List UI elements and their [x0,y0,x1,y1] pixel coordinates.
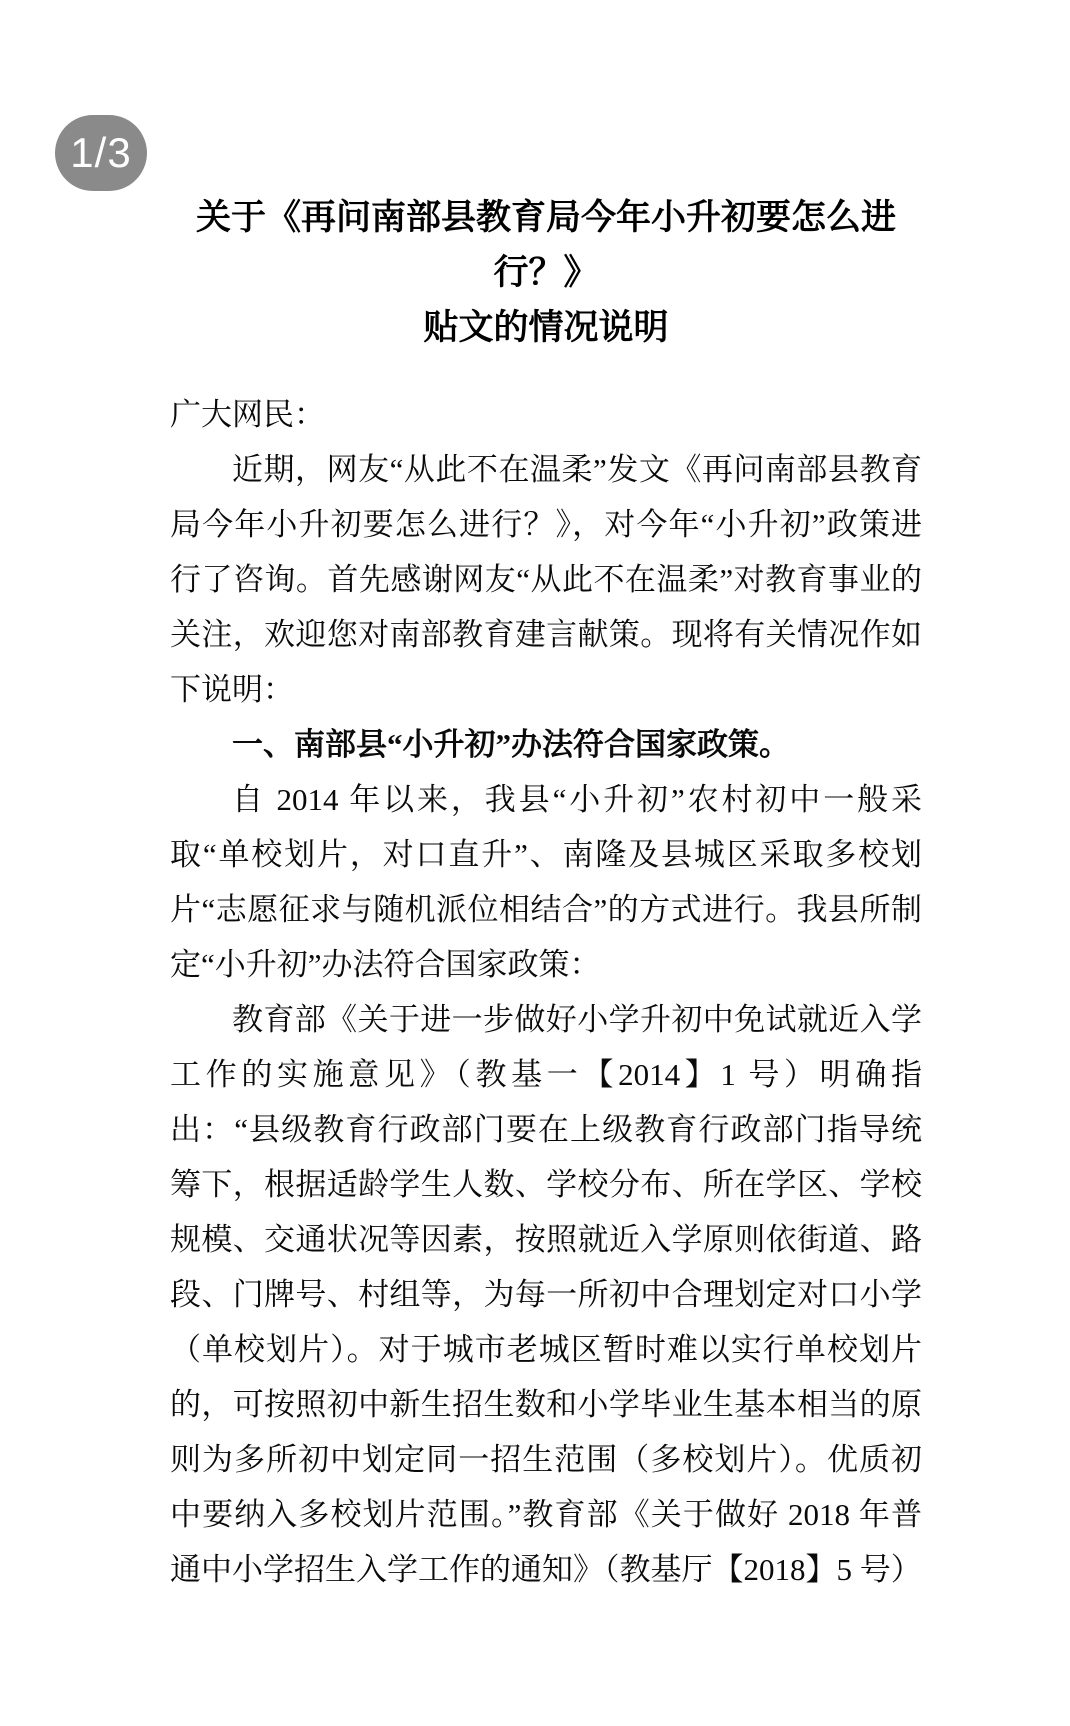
salutation: 广大网民： [170,397,325,432]
document-title-line-1: 关于《再问南部县教育局今年小升初要怎么进行？》 [195,198,896,292]
document-title-line-2: 贴文的情况说明 [423,308,669,347]
paragraph-3: 教育部《关于进一步做好小学升初中免试就近入学工作的实施意见》（教基一【2014】1 号）明确指出：“县级教育行政部门要在上级教育行政部门指导统筹下，根据适龄学生人数、学校分布、所在学区、学校规模、交通状况等因素，按照就近入学原则依街道、路段、门牌号、村组等，为每一所初中合理划定对口小学（单校划片）。对于城市老城区暂时难以实行单校划片的，可按照初中新生招生数和小学毕业生基本相当的原则为多所初中划定同一招生范围（多校划片）。优质初中要纳入多校划片范围。”教育部《关于做好 2018 年普通中小学招生入学工作的通知》（教基厅【2018】5 号） [170,1002,922,1587]
page-indicator-label: 1/3 [70,129,132,176]
page-indicator-badge [55,115,147,191]
paragraph-1: 近期，网友“从此不在温柔”发文《再问南部县教育局今年小升初要怎么进行？》，对今年“小升初”政策进行了咨询。首先感谢网友“从此不在温柔”对教育事业的关注，欢迎您对南部教育建言献策。现将有关情况作如下说明： [170,452,922,707]
document-content [170,190,922,1597]
paragraph-2: 自 2014 年以来，我县“小升初”农村初中一般采取“单校划片，对口直升”、南隆及县城区采取多校划片“志愿征求与随机派位相结合”的方式进行。我县所制定“小升初”办法符合国家政策： [170,782,922,982]
section-heading-1: 一、南部县“小升初”办法符合国家政策。 [232,727,790,762]
document-body [170,387,922,1597]
